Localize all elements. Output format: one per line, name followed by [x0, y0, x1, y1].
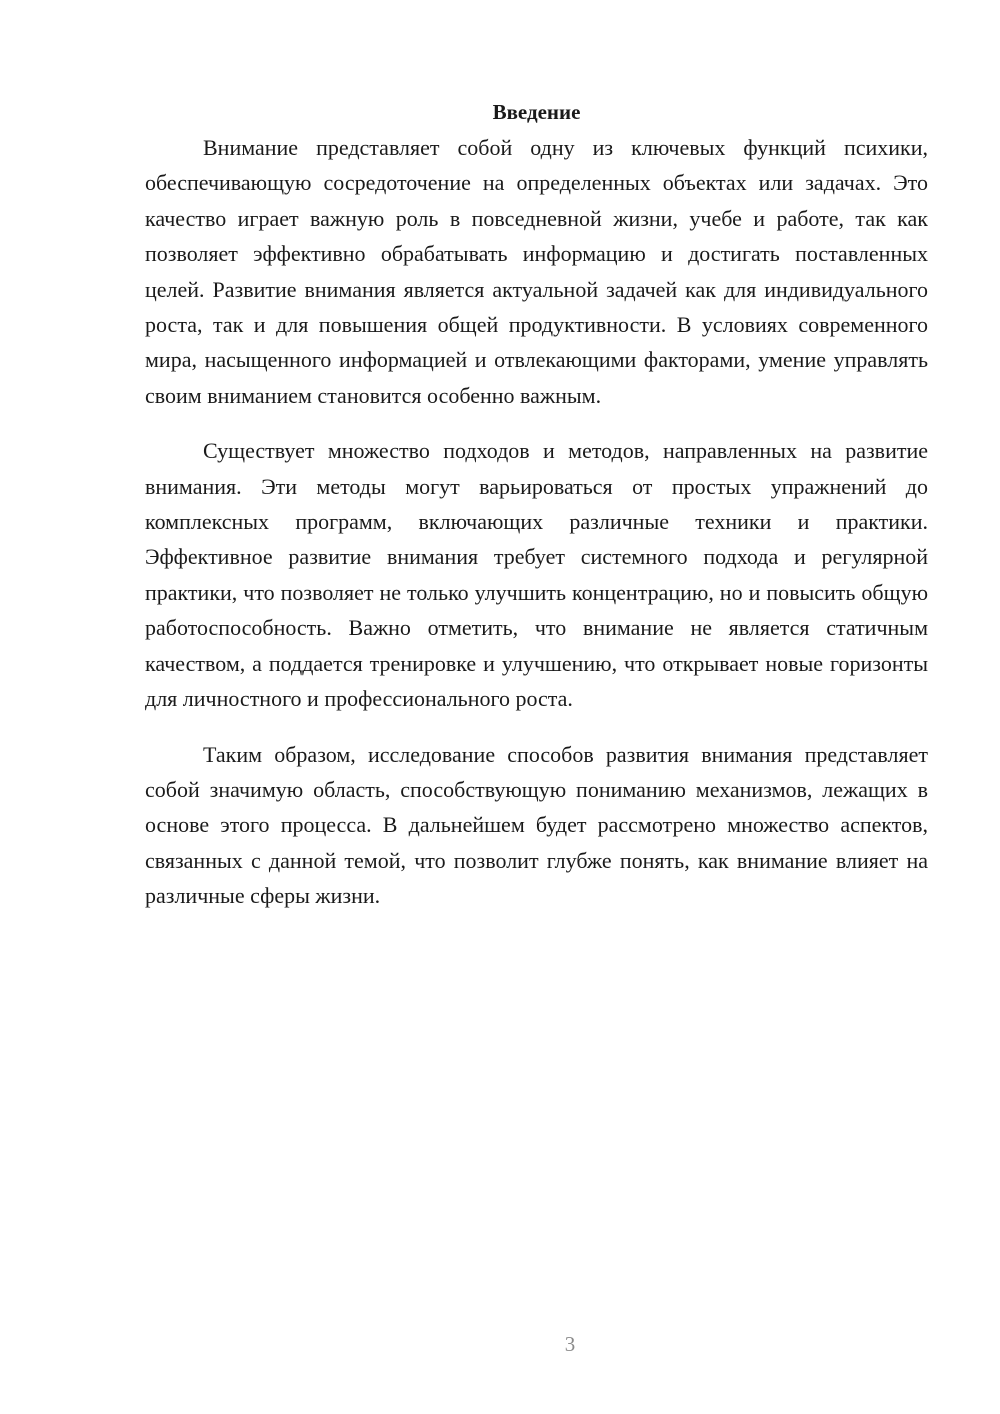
paragraph-3: Таким образом, исследование способов развития внимания представляет собой значимую область, способствующую пониманию механизмов, лежащих в основе этого процесса. В дальнейшем будет рассмотрено множество аспектов, связанных с данной темой, что позволит глубже понять, как внимание влияет на различные сферы жизни. [145, 741, 928, 909]
paragraph-2: Существует множество подходов и методов, направленных на развитие внимания. Эти методы могут варьироваться от простых упражнений до комплексных программ, включающих различные техники и практики. Эффективное развитие внимания требует системного подхода и регулярной практики, что позволяет не только улучшить концентрацию, но и повысить общую работоспособность. Важно отметить, что внимание не является статичным качеством, а поддается тренировке и улучшению, что открывает новые горизонты для личностного и профессионального роста. [145, 438, 928, 712]
page-content [145, 95, 928, 914]
paragraph-1: Внимание представляет собой одну из ключевых функций психики, обеспечивающую сосредоточение на определенных объектах или задачах. Это качество играет важную роль в повседневной жизни, учебе и работе, так как позволяет эффективно обрабатывать информацию и достигать поставленных целей. Развитие внимания является актуальной задачей как для индивидуального роста, так и для повышения общей продуктивности. В условиях современного мира, насыщенного информацией и отвлекающими факторами, умение управлять своим вниманием становится особенно важным. [145, 135, 928, 408]
page-number: 3 [564, 1332, 576, 1356]
section-heading: Введение [492, 100, 581, 124]
page-number-footer [70, 1332, 1000, 1357]
